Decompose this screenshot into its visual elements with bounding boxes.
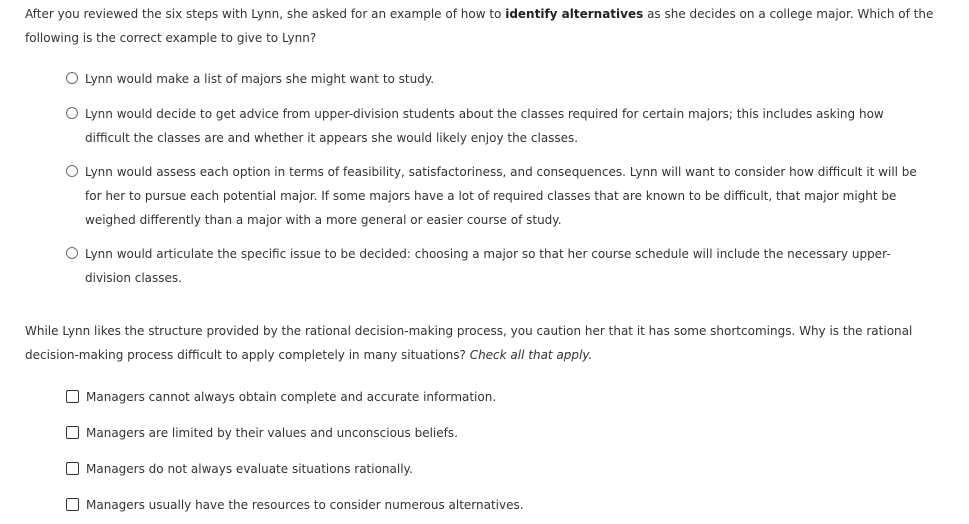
radio-button[interactable]: [66, 247, 78, 259]
question-2-prompt: [25, 319, 950, 367]
checkbox[interactable]: [66, 462, 79, 475]
radio-option-3[interactable]: [66, 160, 926, 232]
checkbox-option-label: Managers are limited by their values and unconscious beliefs.: [86, 426, 458, 440]
radio-button[interactable]: [66, 107, 78, 119]
checkbox[interactable]: [66, 498, 79, 511]
radio-option-label: Lynn would articulate the specific issue to be decided: choosing a major so that her course schedule will include the necessary upper-division classes.: [85, 247, 891, 285]
question-1-emphasis: identify alternatives: [505, 7, 644, 21]
checkbox[interactable]: [66, 390, 79, 403]
checkbox-option-1[interactable]: [66, 385, 926, 409]
checkbox-option-2[interactable]: [66, 421, 926, 445]
checkbox-option-label: Managers usually have the resources to consider numerous alternatives.: [86, 498, 524, 512]
checkbox-option-label: Managers cannot always obtain complete and accurate information.: [86, 390, 497, 404]
question-1-text-post: as she decides on a college major. Which of the following is the correct example to give to Lynn?: [25, 7, 934, 45]
radio-button[interactable]: [66, 165, 78, 177]
question-1-text-pre: After you reviewed the six steps with Lynn, she asked for an example of how to: [25, 7, 506, 21]
radio-option-label: Lynn would make a list of majors she might want to study.: [85, 72, 435, 86]
radio-option-1[interactable]: [66, 67, 926, 91]
checkbox-option-3[interactable]: [66, 457, 926, 481]
question-2-instruction: Check all that apply.: [469, 348, 593, 362]
question-2-text: While Lynn likes the structure provided by the rational decision-making process, you caution her that it has some shortcomings. Why is the rational decision-making process difficult to apply completely in many situations?: [25, 324, 913, 362]
radio-option-label: Lynn would assess each option in terms of feasibility, satisfactoriness, and consequences. Lynn will want to consider how difficult it will be for her to pursue each potential major. If some majors have a lot of required classes that are known to be difficult, that major might be weighed differently than a major with a more general or easier course of study.: [85, 165, 917, 227]
checkbox-option-label: Managers do not always evaluate situations rationally.: [86, 462, 413, 476]
radio-option-4[interactable]: [66, 242, 926, 290]
checkbox[interactable]: [66, 426, 79, 439]
checkbox-option-4[interactable]: [66, 493, 926, 517]
radio-option-2[interactable]: [66, 102, 926, 150]
radio-button[interactable]: [66, 72, 78, 84]
question-1-prompt: [25, 2, 950, 50]
radio-option-label: Lynn would decide to get advice from upper-division students about the classes required for certain majors; this includes asking how difficult the classes are and whether it appears she would likely enjoy the classes.: [85, 107, 884, 145]
